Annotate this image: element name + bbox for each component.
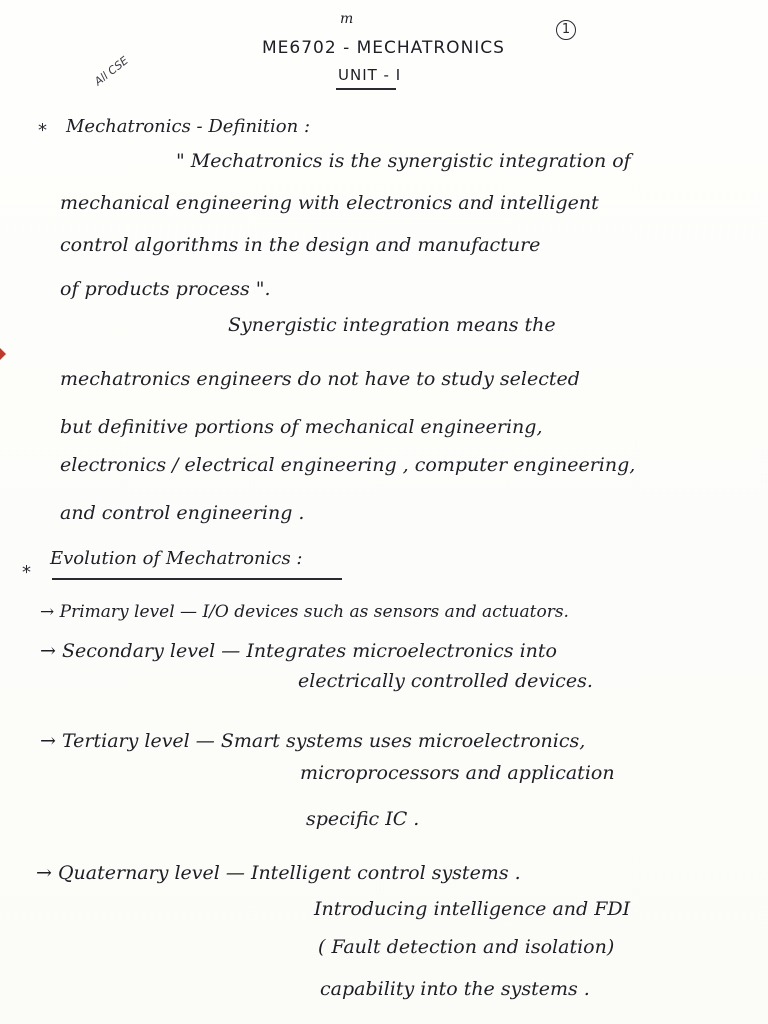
evolution-underline	[52, 578, 342, 580]
definition-line-9: and control engineering .	[60, 502, 305, 524]
definition-line-5: Synergistic integration means the	[228, 314, 556, 336]
evolution-tertiary-cont-2: specific IC .	[306, 808, 420, 830]
definition-line-4: of products process ".	[60, 278, 271, 300]
evolution-tertiary-cont-1: microprocessors and application	[300, 762, 615, 784]
document-title: ME6702 - MECHATRONICS	[262, 38, 505, 58]
corner-note: All CSE	[92, 54, 131, 89]
evolution-secondary: → Secondary level — Integrates microelectronics into	[40, 640, 557, 662]
evolution-quaternary: → Quaternary level — Intelligent control systems .	[36, 862, 521, 884]
evolution-tertiary: → Tertiary level — Smart systems uses microelectronics,	[40, 730, 586, 752]
margin-marker	[0, 348, 6, 360]
evolution-quaternary-cont-3: capability into the systems .	[320, 978, 590, 1000]
evolution-primary: → Primary level — I/O devices such as sensors and actuators.	[40, 602, 569, 622]
evolution-quaternary-cont-2: ( Fault detection and isolation)	[318, 936, 615, 958]
section-heading-definition: Mechatronics - Definition :	[66, 116, 311, 137]
evolution-quaternary-cont-1: Introducing intelligence and FDI	[314, 898, 631, 920]
top-mark: m	[340, 11, 354, 27]
bullet-star: *	[38, 120, 47, 141]
definition-line-3: control algorithms in the design and manufacture	[60, 234, 541, 256]
unit-label: UNIT - I	[338, 66, 402, 84]
definition-line-8: electronics / electrical engineering , computer engineering,	[60, 454, 636, 476]
section-heading-evolution: Evolution of Mechatronics :	[50, 548, 303, 569]
definition-line-1: " Mechatronics is the synergistic integration of	[176, 150, 631, 172]
bullet-star-2: *	[22, 562, 31, 583]
unit-underline	[336, 88, 396, 90]
definition-line-6: mechatronics engineers do not have to study selected	[60, 368, 580, 390]
page-number: 1	[556, 20, 576, 40]
definition-line-2: mechanical engineering with electronics and intelligent	[60, 192, 599, 214]
evolution-secondary-cont: electrically controlled devices.	[298, 670, 593, 692]
definition-line-7: but definitive portions of mechanical engineering,	[60, 416, 543, 438]
